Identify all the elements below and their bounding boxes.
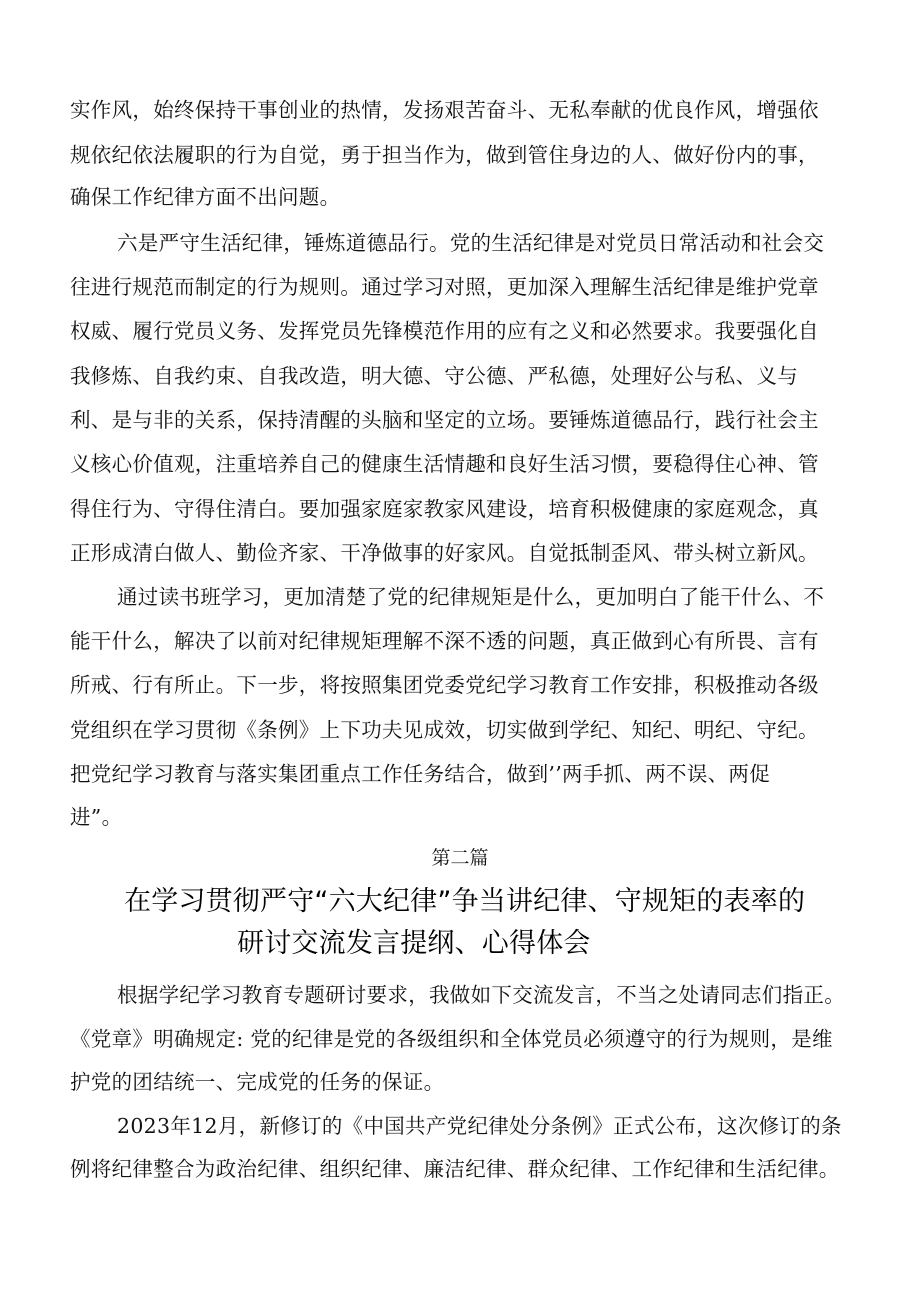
body-line: 护党的团结统一、完成党的任务的保证。 <box>70 1070 445 1094</box>
body-line: 党组织在学习贯彻《条例》上下功夫见成效，切实做到学纪、知纪、明纪、守纪。 <box>70 718 819 742</box>
article-title-line-1: 在学习贯彻严守“六大纪律”争当讲纪律、守规矩的表率的 <box>124 886 806 917</box>
body-line: 权威、履行党员义务、发挥党员先锋模范作用的应有之义和必然要求。我要强化自 <box>70 319 819 343</box>
body-line: 确保工作纪律方面不出问题。 <box>70 185 341 209</box>
body-line: 规依纪依法履职的行为自觉，勇于担当作为，做到管住身边的人、做好份内的事， <box>70 143 819 167</box>
body-line: 往进行规范而制定的行为规则。通过学习对照，更加深入理解生活纪律是维护党章 <box>70 275 819 299</box>
paragraph-start-line: 通过读书班学习，更加清楚了党的纪律规矩是什么，更加明白了能干什么、不 <box>117 585 825 609</box>
body-line: 《党章》明确规定: 党的纪律是党的各级组织和全体党员必须遵守的行为规则，是维 <box>70 1027 833 1051</box>
body-line: 得住行为、守得住清白。要加强家庭家教家风建设，培育积极健康的家庭观念，真 <box>70 497 819 521</box>
body-line: 把党纪学习教育与落实集团重点工作任务结合，做到’’两手抓、两不误、两促 <box>70 762 771 786</box>
body-line: 进”。 <box>70 805 123 829</box>
body-line: 例将纪律整合为政治纪律、组织纪律、廉洁纪律、群众纪律、工作纪律和生活纪律。 <box>70 1157 840 1181</box>
body-line: 正形成清白做人、勤俭齐家、干净做事的好家风。自觉抵制歪风、带头树立新风。 <box>70 541 819 565</box>
article-title-line-2: 研讨交流发言提纲、心得体会 <box>237 928 591 959</box>
body-line: 所戒、行有所止。下一步，将按照集团党委党纪学习教育工作安排，积极推动各级 <box>70 673 819 697</box>
paragraph-start-line: 六是严守生活纪律，锤炼道德品行。党的生活纪律是对党员日常活动和社会交 <box>117 231 825 255</box>
body-line: 实作风，始终保持干事创业的热情，发扬艰苦奋斗、无私奉献的优良作风，增强依 <box>70 98 819 122</box>
body-line: 我修炼、自我约束、自我改造，明大德、守公德、严私德，处理好公与私、义与 <box>70 364 798 388</box>
body-line: 能干什么，解决了以前对纪律规矩理解不深不透的问题，真正做到心有所畏、言有 <box>70 629 819 653</box>
section-label: 第二篇 <box>431 847 489 869</box>
paragraph-start-line: 根据学纪学习教育专题研讨要求，我做如下交流发言，不当之处请同志们指正。 <box>117 983 845 1007</box>
body-line: 义核心价值观，注重培养自己的健康生活情趣和良好生活习惯，要稳得住心神、管 <box>70 452 819 476</box>
paragraph-start-line: 2023年12月，新修订的《中国共产党纪律处分条例》正式公布，这次修订的条 <box>117 1114 842 1138</box>
body-line: 利、是与非的关系，保持清醒的头脑和坚定的立场。要锤炼道德品行，践行社会主 <box>70 408 819 432</box>
